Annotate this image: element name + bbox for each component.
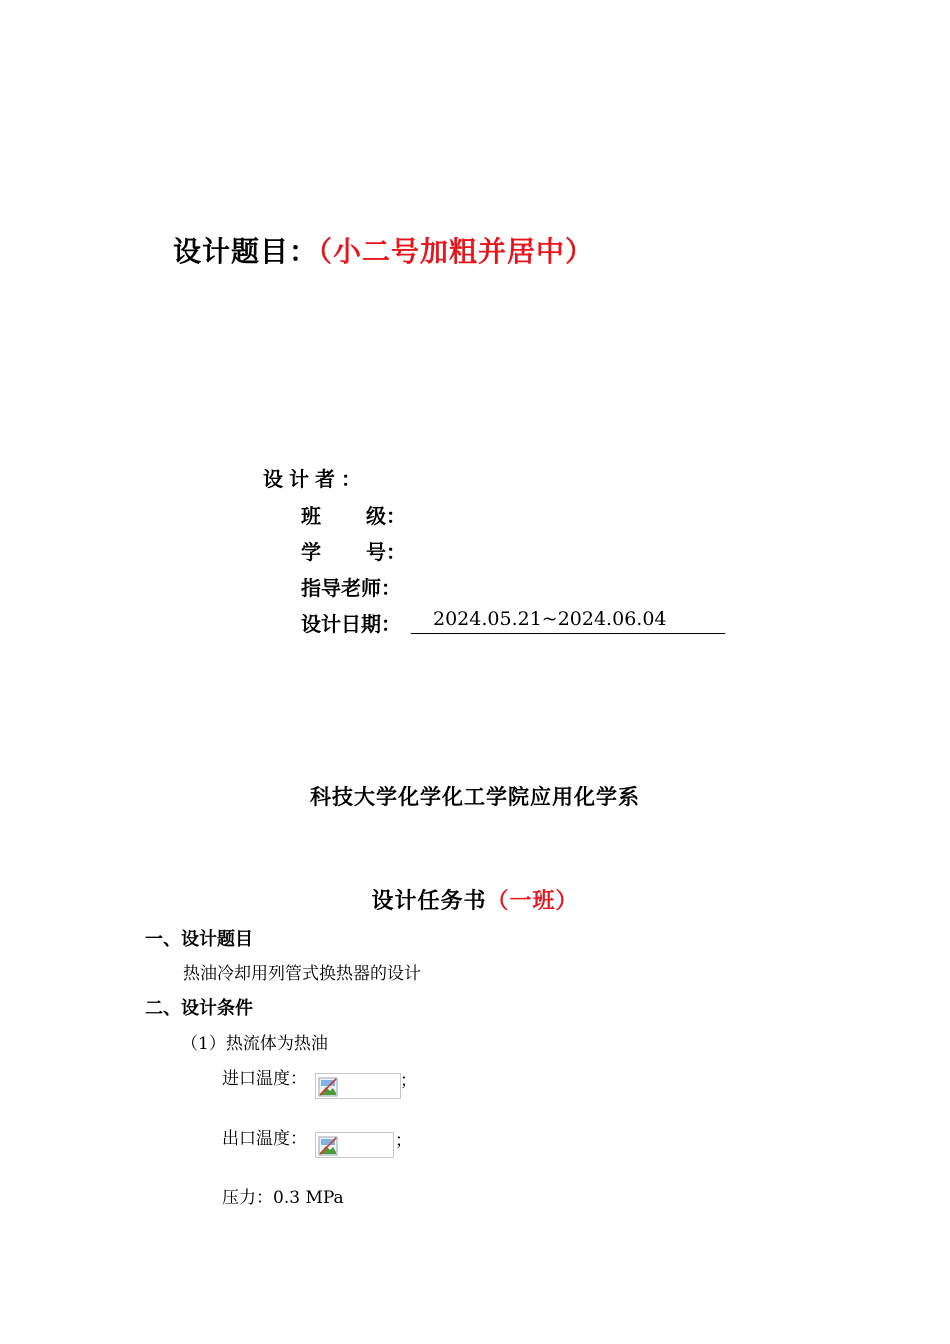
- task-title: [0, 884, 950, 915]
- designer-label: 设计者：: [263, 467, 367, 491]
- broken-image-icon: [318, 1136, 338, 1156]
- condition-1: （1）热流体为热油: [181, 1034, 328, 1054]
- section-1-body: 热油冷却用列管式换热器的设计: [183, 964, 421, 984]
- design-title: [173, 230, 594, 270]
- outlet-temp-label: 出口温度：: [222, 1129, 307, 1149]
- pressure-label: 压力：0.3 MPa: [222, 1188, 344, 1208]
- class-label-a: 班: [301, 504, 321, 528]
- school-name: 科技大学化学化工学院应用化学系: [310, 784, 640, 809]
- section-2-heading: 二、设计条件: [145, 998, 253, 1019]
- student-id-label: [301, 536, 406, 565]
- section-1-heading: 一、设计题目: [145, 929, 253, 950]
- design-title-placeholder: （小二号加粗并居中）: [318, 235, 595, 268]
- class-label: [301, 500, 406, 529]
- task-title-class: （一班）: [486, 888, 579, 914]
- design-title-label: 设计题目：: [173, 235, 319, 268]
- outlet-temp-image: [315, 1132, 394, 1158]
- advisor-label: 指导老师：: [301, 576, 401, 600]
- student-label-a: 学: [301, 540, 321, 564]
- design-date-label: 设计日期：: [301, 612, 401, 636]
- broken-image-icon: [318, 1077, 338, 1097]
- inlet-temp-image: [315, 1073, 401, 1099]
- student-label-b: 号：: [366, 540, 406, 564]
- design-date-value: 2024.05.21~2024.06.04: [411, 608, 725, 634]
- inlet-temp-label: 进口温度：: [222, 1069, 307, 1089]
- class-label-b: 级：: [366, 504, 406, 528]
- outlet-temp-suffix: ；: [395, 1131, 412, 1151]
- task-title-text: 设计任务书: [371, 888, 487, 914]
- inlet-temp-suffix: ；: [400, 1071, 417, 1091]
